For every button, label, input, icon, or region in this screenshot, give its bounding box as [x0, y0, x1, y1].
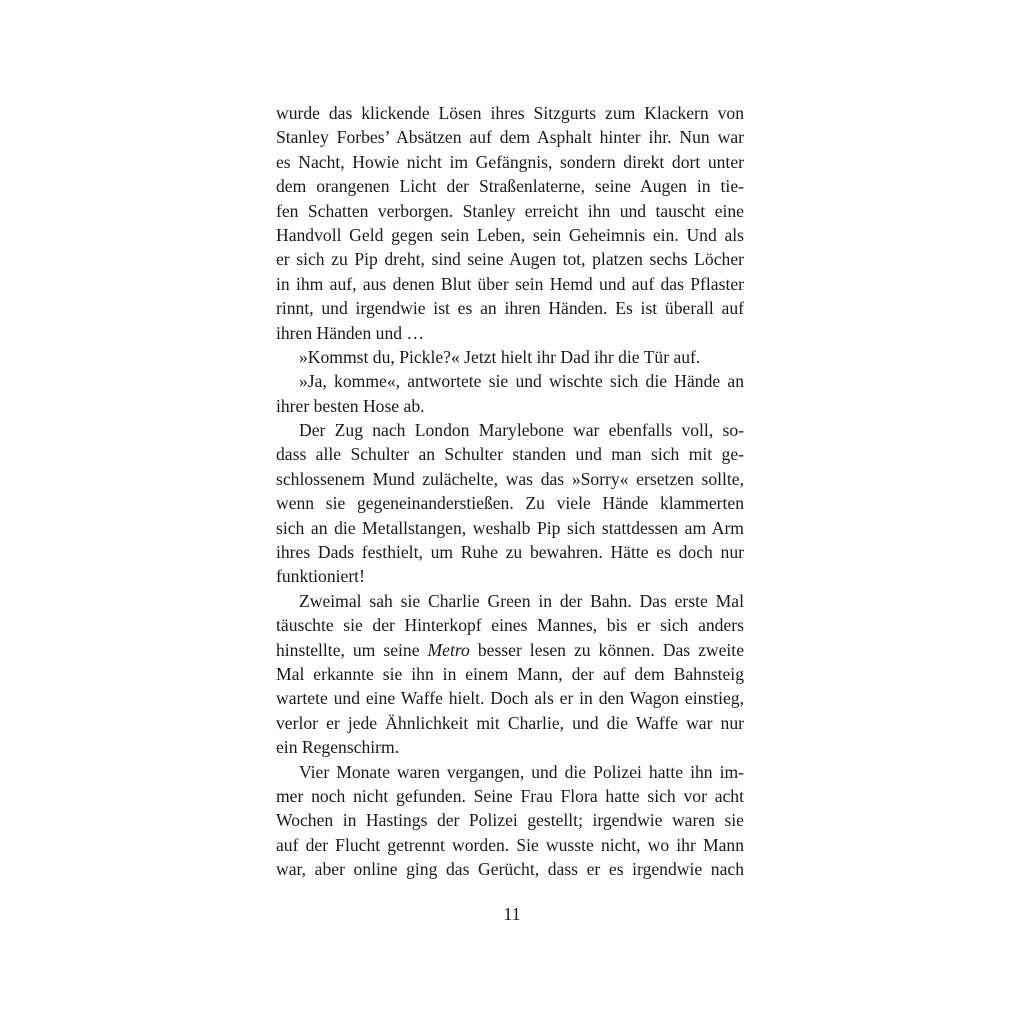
text-segment: hinstellte, um seine — [276, 639, 428, 660]
text-segment: besser lesen zu können. Das zweite — [469, 639, 744, 660]
text-line: es Nacht, Howie nicht im Gefängnis, sondern direkt dort unter — [276, 151, 744, 172]
text-line: wenn sie gegeneinanderstießen. Zu viele Hände klammerten — [276, 493, 744, 514]
text-line: Handvoll Geld gegen sein Leben, sein Geheimnis ein. Und als — [276, 224, 744, 245]
page-number: 11 — [503, 904, 521, 924]
text-line: ihren Händen und … — [276, 322, 425, 343]
text-line: Stanley Forbes’ Absätzen auf dem Asphalt hinter ihr. Nun war — [276, 127, 744, 148]
text-line: schlossenem Mund zulächelte, was das »Sorry« ersetzen sollte, — [276, 468, 744, 489]
text-line: Vier Monate waren vergangen, und die Polizei hatte ihn im- — [299, 761, 744, 782]
text-line: Zweimal sah sie Charlie Green in der Bahn. Das erste Mal — [299, 590, 744, 611]
text-line: mer noch nicht gefunden. Seine Frau Flora hatte sich vor acht — [276, 785, 744, 806]
text-line: verlor er jede Ähnlichkeit mit Charlie, und die Waffe war nur — [276, 712, 744, 733]
text-line: rinnt, und irgendwie ist es an ihren Händen. Es ist überall auf — [276, 298, 744, 319]
italic-title: Metro — [427, 639, 470, 660]
text-line: Mal erkannte sie ihn in einem Mann, der auf dem Bahnsteig — [276, 663, 744, 684]
text-line: auf der Flucht getrennt worden. Sie wusste nicht, wo ihr Mann — [276, 834, 744, 855]
text-line: dass alle Schulter an Schulter standen und man sich mit ge- — [276, 444, 744, 465]
text-line: wartete und eine Waffe hielt. Doch als er in den Wagon einstieg, — [276, 688, 744, 709]
text-line: ihres Dads festhielt, um Ruhe zu bewahren. Hätte es doch nur — [276, 542, 744, 563]
text-line: funktioniert! — [276, 566, 365, 587]
text-line: dem orangenen Licht der Straßenlaterne, seine Augen in tie- — [276, 176, 744, 197]
text-line: täuschte sie der Hinterkopf eines Mannes, bis er sich anders — [276, 615, 744, 636]
text-line: war, aber online ging das Gerücht, dass er es irgendwie nach — [276, 859, 744, 880]
body-text — [276, 101, 744, 882]
text-line: ein Regenschirm. — [276, 737, 400, 758]
text-line: Der Zug nach London Marylebone war ebenfalls voll, so- — [299, 420, 744, 441]
text-line: »Kommst du, Pickle?« Jetzt hielt ihr Dad ihr die Tür auf. — [299, 346, 701, 367]
text-line: wurde das klickende Lösen ihres Sitzgurts zum Klackern von — [276, 103, 744, 123]
text-line: Wochen in Hastings der Polizei gestellt; irgendwie waren sie — [276, 810, 744, 831]
text-line: sich an die Metallstangen, weshalb Pip sich stattdessen am Arm — [276, 517, 744, 538]
text-line: er sich zu Pip dreht, sind seine Augen tot, platzen sechs Löcher — [276, 249, 744, 270]
text-line: in ihm auf, aus denen Blut über sein Hemd und auf das Pflaster — [276, 273, 744, 294]
text-line: »Ja, komme«, antwortete sie und wischte sich die Hände an — [299, 371, 744, 392]
text-line — [276, 638, 744, 662]
text-line: fen Schatten verborgen. Stanley erreicht ihn und tauscht eine — [276, 200, 744, 221]
text-line: ihrer besten Hose ab. — [276, 395, 425, 416]
